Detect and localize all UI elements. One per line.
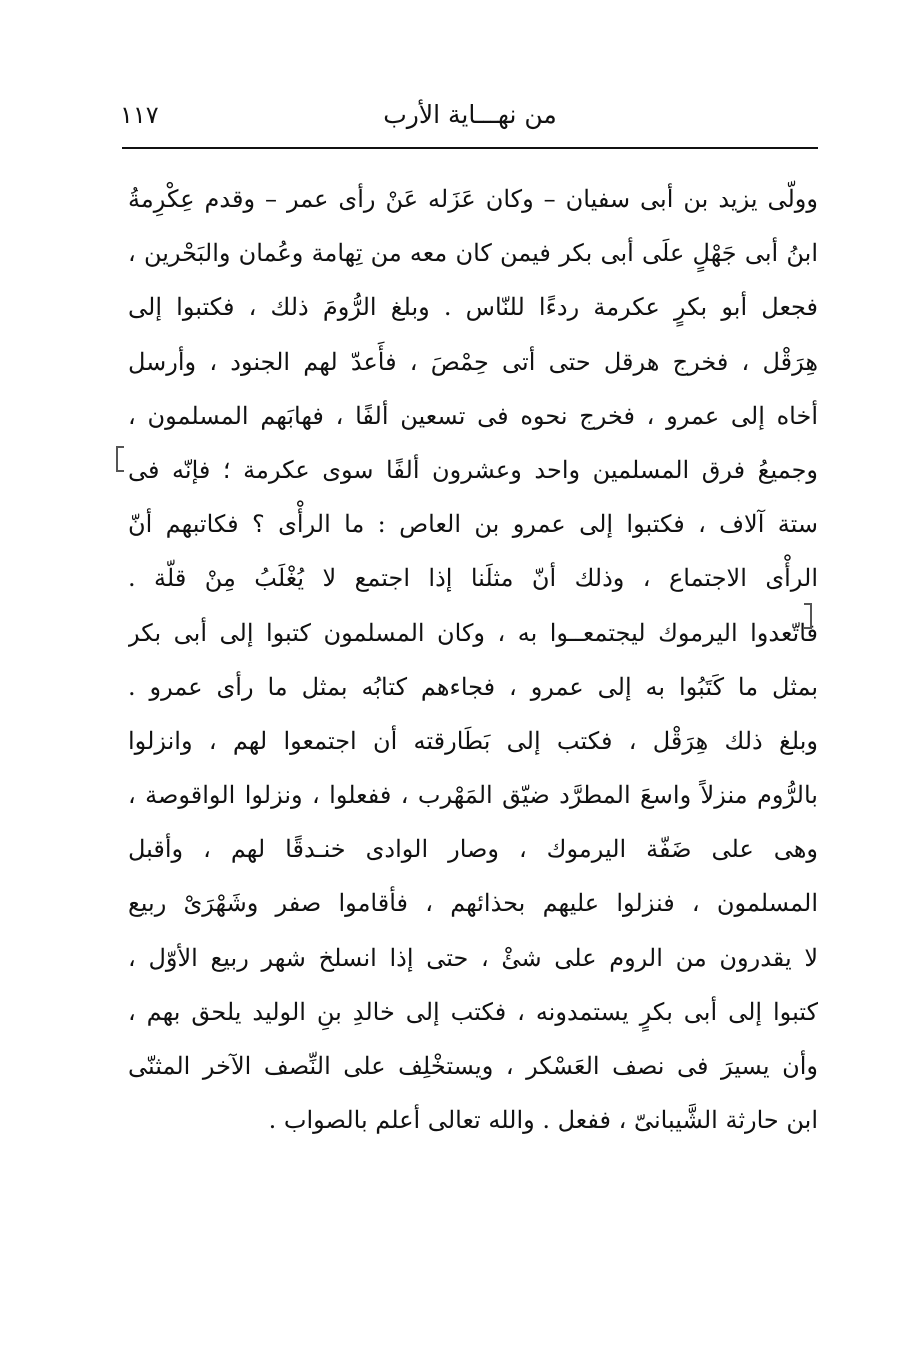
text-line: ستة آلاف ، فكتبوا إلى عمرو بن العاص : ما الرأْى ؟ فكاتبهم أنّ — [128, 510, 818, 539]
text-line: وبلغ ذلك هِرَقْل ، فكتب إلى بَطَارقته أن اجتمعوا لهم ، وانزلوا — [128, 726, 818, 755]
text-line-last: ابن حارثة الشَّيبانىّ ، ففعل . والله تعالى أعلم بالصواب . — [268, 1106, 818, 1135]
text-line: وجميعُ فرق المسلمين واحد وعشرون ألفًا سوى عكرمة ؛ فإنّه فى — [128, 455, 818, 484]
text-line: المسلمون ، فنزلوا عليهم بحذائهم ، فأقاموا صفر وشَهْرَىْ ربيع — [128, 889, 818, 918]
text-line: أخاه إلى عمرو ، فخرج نحوه فى تسعين ألفًا ، فهابَهم المسلمون ، — [128, 401, 818, 430]
text-line: وأن يسيرَ فى نصف العَسْكر ، ويستخْلِف على النِّصف الآخر المثنّى — [128, 1052, 818, 1080]
page-number: ١١٧ — [120, 101, 159, 129]
body-text — [128, 172, 818, 1147]
text-line: فجعل أبو بكرٍ عكرمة ردءًا للنّاس . وبلغ الرُّومَ ذلك ، فكتبوا إلى — [128, 293, 818, 322]
running-title: من نهـــاية الأرب — [383, 100, 557, 129]
text-line: فاتّعدوا اليرموك ليجتمعــوا به ، وكان المسلمون كتبوا إلى أبى بكر — [128, 618, 818, 647]
text-line: هِرَقْل ، فخرج هرقل حتى أتى حِمْصَ ، فأَعدّ لهم الجنود ، وأرسل — [128, 347, 818, 376]
text-line: كتبوا إلى أبى بكرٍ يستمدونه ، فكتب إلى خالدِ بنِ الوليد يلحق بهم ، — [128, 997, 818, 1026]
text-line: ابنُ أبى جَهْلٍ علَى أبى بكر فيمن كان معه من تِهامة وعُمان والبَحْرين ، — [128, 239, 818, 268]
text-line: بمثل ما كَتَبُوا به إلى عمرو ، فجاءهم كتابُه بمثل ما رأى عمرو . — [128, 672, 818, 701]
text-line: وولّى يزيد بن أبى سفيان – وكان عَزَله عَنْ رأى عمر – وقدم عِكْرِمةُ — [128, 185, 818, 213]
text-line: وهى على ضَفّة اليرموك ، وصار الوادى خنـدقًا لهم ، وأقبل — [128, 835, 818, 864]
page-header — [120, 88, 820, 138]
margin-bracket-mark — [116, 446, 124, 472]
text-line: بالرُّوم منزلاً واسعَ المطرَّد ضيّق المَهْرب ، ففعلوا ، ونزلوا الواقوصة ، — [128, 781, 818, 810]
header-rule — [122, 147, 818, 149]
text-line: الرأْى الاجتماع ، وذلك أنّ مثلَنا إذا اجتمع لا يُغْلَبُ مِنْ قلّة . — [128, 564, 818, 593]
text-line: لا يقدرون من الروم على شئْ ، حتى إذا انسلخ شهر ربيع الأوّل ، — [128, 943, 818, 972]
margin-bracket-mark — [804, 603, 812, 629]
